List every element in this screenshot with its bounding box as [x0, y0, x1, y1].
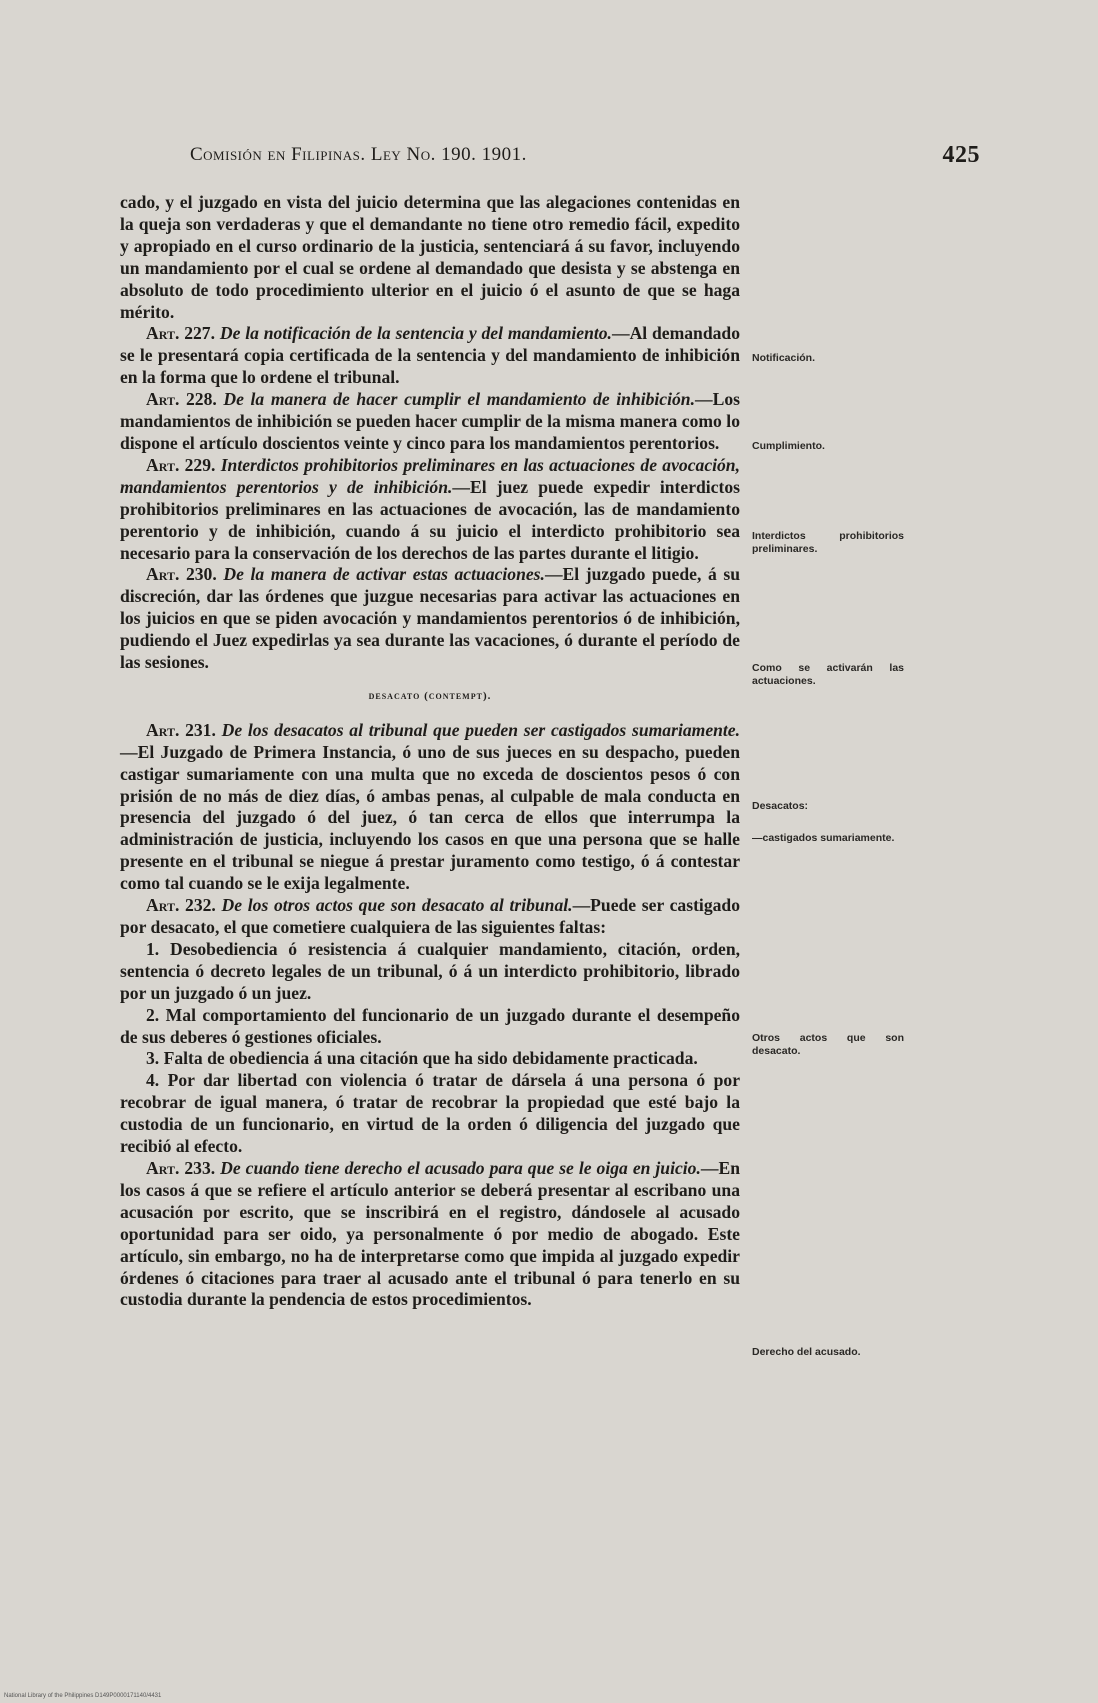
list-item: 4. Por dar libertad con violencia ó tratar de dársela á una persona ó por recobrar de igual manera, ó tratar de recobrar la propiedad que esté bajo la custodia de un funcionario, en virtud de la orden ó diligencia del juzgado que recibió al efecto. [120, 1070, 740, 1157]
page-header [120, 142, 980, 172]
article-number: Art. 227. [146, 323, 215, 344]
article-text: —Los mandamientos de inhibición se pueden hacer cumplir de la misma manera como lo dispone el artículo doscientos veinte y cinco para los mandamientos perentorios. [120, 389, 740, 453]
article-text: —Puede ser castigado por desacato, el que cometiere cualquiera de las siguientes faltas: [120, 895, 740, 937]
running-head: Comisión en Filipinas. Ley No. 190. 1901. [190, 144, 527, 165]
article-number: Art. 229. [146, 454, 216, 475]
article-number: Art. 232. [146, 895, 216, 916]
article-231 [120, 720, 740, 895]
article-228 [120, 389, 740, 455]
article-title: De la notificación de la sentencia y del mandamiento. [219, 323, 612, 344]
margin-note-activaran: Como se activarán las actuaciones. [752, 662, 904, 687]
article-title: De los desacatos al tribunal que pueden ser castigados sumariamente. [221, 719, 741, 740]
article-title: Interdictos prohibitorios preliminares en las actuaciones de avocación, mandamientos perentorios y de inhibición. [120, 454, 740, 497]
page-number: 425 [942, 142, 980, 168]
article-text: —Al demandado se le presentará copia certificada de la sentencia y del mandamiento de inhibición en la forma que lo ordene el tribunal. [120, 323, 740, 388]
article-title: De los otros actos que son desacato al tribunal. [221, 895, 573, 916]
margin-note-interdictos: Interdictos prohibitorios preliminares. [752, 530, 904, 555]
article-227 [120, 323, 740, 389]
list-item: 1. Desobediencia ó resistencia á cualquier mandamiento, citación, orden, sentencia ó decreto legales de un tribunal, ó á un interdicto prohibitorio, librado por un juzgado ó un juez. [120, 938, 740, 1003]
margin-note-otros-actos: Otros actos que son desacato. [752, 1032, 904, 1057]
article-title: De cuando tiene derecho el acusado para que se le oiga en juicio. [220, 1157, 701, 1178]
article-title: De la manera de activar estas actuaciones. [223, 564, 545, 585]
margin-note-castigados: —castigados sumariamente. [752, 832, 895, 844]
article-text: —El juzgado puede, á su discreción, dar las órdenes que juzgue necesarias para activar las actuaciones en los juicios en que se piden avocación y mandamientos perentorios ó de inhibición, pudiendo el Juez expedirlas ya sea durante las vacaciones, ó durante el período de las sesiones. [120, 564, 740, 673]
list-item: 3. Falta de obediencia á una citación que ha sido debidamente practicada. [146, 1048, 698, 1069]
article-233 [120, 1158, 740, 1311]
article-number: Art. 228. [146, 389, 217, 410]
article-230 [120, 564, 740, 674]
list-item: 2. Mal comportamiento del funcionario de un juzgado durante el desempeño de sus deberes ó gestiones oficiales. [120, 1004, 740, 1047]
margin-note-desacatos: Desacatos: [752, 800, 809, 812]
article-text: —El Juzgado de Primera Instancia, ó uno de sus jueces en su despacho, pueden castigar sumariamente con una multa que no exceda de doscientos pesos ó con prisión de no más de diez días, ó ambas penas, al culpable de mala conducta en presencia del juzgado ó del juez, ó tan cerca de ellos que interrumpa la administración de justicia, incluyendo los casos en que una persona que se halle presente en el tribunal se niegue á prestar juramento como testigo, ó á contestar como tal cuando se le exija legalmente. [120, 741, 740, 894]
article-text: —El juez puede expedir interdictos prohibitorios preliminares en las actuaciones de avocación, las de mandamiento perentorio y de inhibición, cuando á su juicio el interdicto prohibitorio sea necesario para la conservación de los derechos de las partes durante el litigio. [120, 476, 740, 563]
article-number: Art. 230. [146, 564, 217, 585]
article-229 [120, 455, 740, 565]
paragraph: cado, y el juzgado en vista del juicio determina que las alegaciones contenidas en la queja son verdaderas y que el demandante no tiene otro remedio fácil, expedito y apropiado en el curso ordinario de la justicia, sentenciará á su favor, incluyendo un mandamiento por el cual se ordene al demandado que desista y se abstenga en absoluto de todo procedimiento ulterior en el juicio ó el asunto de que se haga mérito. [120, 192, 740, 322]
article-number: Art. 231. [146, 719, 216, 740]
article-232 [120, 895, 740, 939]
article-number: Art. 233. [146, 1157, 216, 1178]
margin-note-notificacion: Notificación. [752, 352, 816, 364]
body-text [120, 192, 740, 1311]
scan-footer: National Library of the Philippines D149P0000171140/4431 [4, 1693, 162, 1699]
article-text: —En los casos á que se refiere el artículo anterior se deberá presentar al escribano una acusación por escrito, que se inscribirá en el registro, dándosele al acusado oportunidad para ser oido, ya personalmente ó por medio de abogado. Este artículo, sin embargo, no ha de interpretarse como que impida al juzgado expedir órdenes ó citaciones para traer al acusado ante el tribunal ó para tenerlo en su custodia durante la pendencia de estos procedimientos. [120, 1157, 740, 1310]
margin-note-derecho: Derecho del acusado. [752, 1346, 861, 1358]
article-title: De la manera de hacer cumplir el mandamiento de inhibición. [223, 389, 695, 410]
margin-note-cumplimiento: Cumplimiento. [752, 440, 825, 452]
section-heading: desacato (contempt). [368, 689, 492, 702]
